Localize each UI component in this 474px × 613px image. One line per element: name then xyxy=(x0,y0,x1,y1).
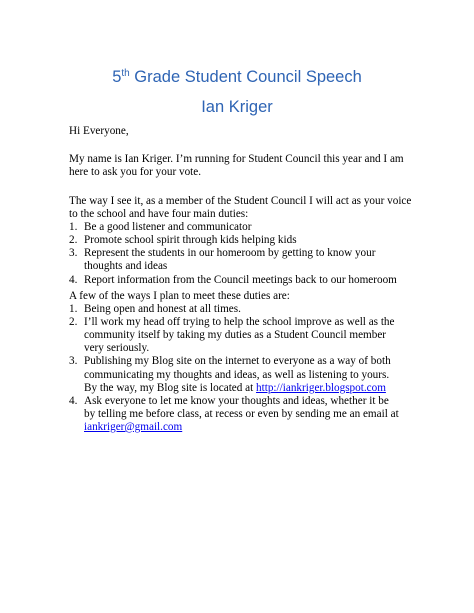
list-number: 3. xyxy=(69,247,78,260)
title-ordinal-suffix: th xyxy=(121,68,130,79)
ways-list xyxy=(69,303,464,434)
list-item-text xyxy=(84,382,464,395)
list-number: 1. xyxy=(69,221,78,234)
list-item-text: I’ll work my head off trying to help the school improve as well as the xyxy=(84,316,395,329)
list-item-text: Ask everyone to let me know your thoughts and ideas, whether it be xyxy=(84,394,389,407)
duties-list xyxy=(69,221,464,286)
list-item-text: Publishing my Blog site on the internet to everyone as a way of both xyxy=(84,355,391,368)
list-item xyxy=(69,234,464,247)
email-link[interactable]: iankriger@gmail.com xyxy=(84,420,183,433)
list-number: 4. xyxy=(69,273,78,286)
list-item-text: by telling me before class, at recess or even by sending me an email at xyxy=(84,407,399,420)
speaker-name: Ian Kriger xyxy=(201,98,273,116)
greeting-paragraph xyxy=(69,125,464,138)
list-item-text: Being open and honest at all times. xyxy=(84,303,241,316)
list-item xyxy=(69,221,464,234)
duties-intro-line: The way I see it, as a member of the Student Council I will act as your voice xyxy=(69,195,412,207)
list-number: 3. xyxy=(69,355,78,368)
list-item xyxy=(69,395,464,434)
intro-line: here to ask you for your vote. xyxy=(69,166,202,179)
list-item-text: very seriously. xyxy=(84,342,150,355)
list-item-text: communicating my thoughts and ideas, as well as listening to yours. xyxy=(84,368,390,381)
intro-line: My name is Ian Kriger. I’m running for Student Council this year and I am xyxy=(69,153,404,165)
list-item xyxy=(69,247,464,273)
greeting-text: Hi Everyone, xyxy=(69,125,129,137)
title-grade-number: 5 xyxy=(112,68,122,86)
ways-section xyxy=(69,290,464,434)
blog-link-prefix: By the way, my Blog site is located at xyxy=(84,381,257,394)
list-number: 2. xyxy=(69,316,78,329)
list-item xyxy=(69,316,464,355)
blog-link[interactable]: http://iankriger.blogspot.com xyxy=(256,381,386,394)
speech-title xyxy=(0,67,474,90)
list-item-text: Promote school spirit through kids helping kids xyxy=(84,234,297,247)
list-item-text: Represent the students in our homeroom by getting to know your xyxy=(84,247,376,260)
list-number: 4. xyxy=(69,394,78,407)
list-item-text: community itself by taking my duties as a Student Council member xyxy=(84,329,387,342)
duties-section xyxy=(69,195,464,287)
duties-intro-line: to the school and have four main duties: xyxy=(69,208,249,221)
list-item-text: thoughts and ideas xyxy=(84,260,168,273)
list-number: 1. xyxy=(69,303,78,316)
title-text: Grade Student Council Speech xyxy=(129,68,362,86)
ways-intro: A few of the ways I plan to meet these duties are: xyxy=(69,290,290,302)
list-item-text: Be a good listener and communicator xyxy=(84,221,252,234)
list-item xyxy=(69,303,464,316)
list-number: 2. xyxy=(69,234,78,247)
list-item-text: Report information from the Council meetings back to our homeroom xyxy=(84,273,397,286)
intro-paragraph xyxy=(69,153,464,179)
list-item xyxy=(69,274,464,287)
list-item-text xyxy=(84,421,464,434)
list-item xyxy=(69,355,464,394)
